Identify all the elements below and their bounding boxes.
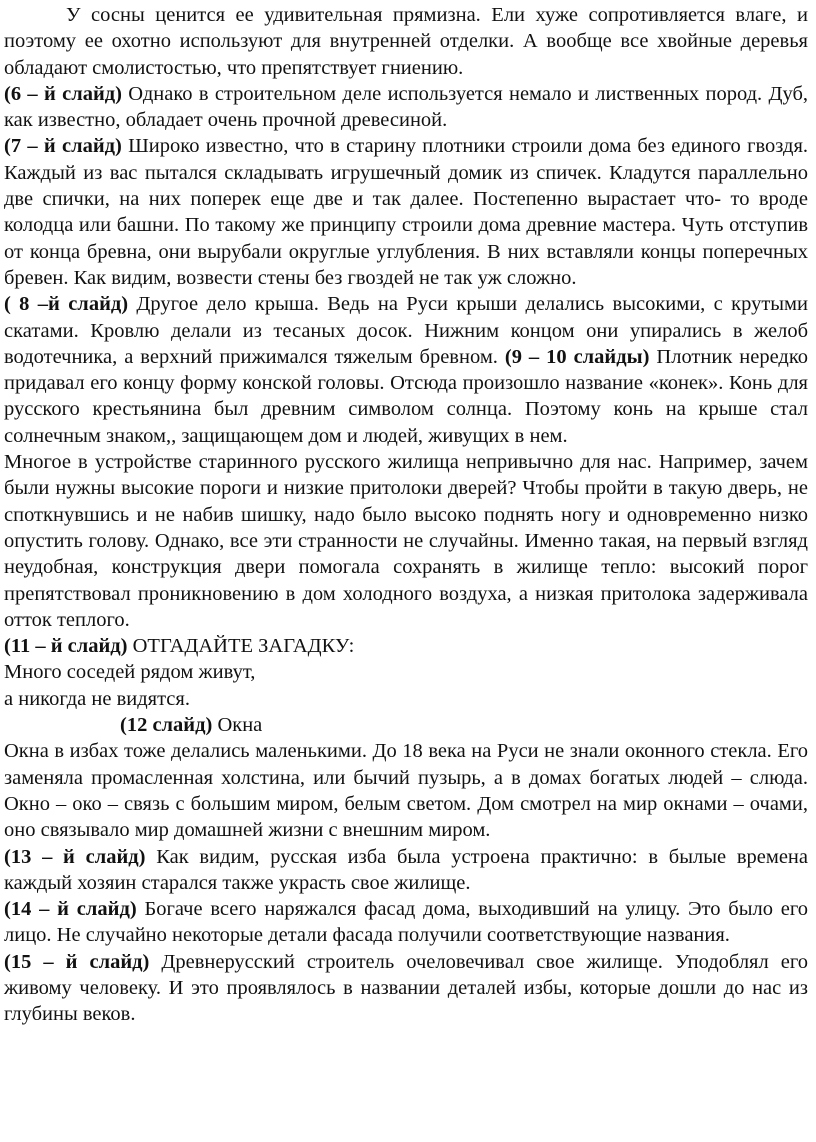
paragraph-slide-12 xyxy=(4,712,808,738)
paragraph-text: Окна в избах тоже делались маленькими. До 18 века на Руси не знали оконного стекла. Его заменяла промасленная холстина, или бычий пузырь, а в домах богатых людей – слюда. Окно – око – связь с большим миром, белым светом. Дом смотрел на мир окнами – очами, оно связывало мир домашней жизни с внешним миром. xyxy=(4,740,808,842)
paragraph-pine-spruce xyxy=(4,2,808,81)
paragraph-slide-14 xyxy=(4,896,808,949)
riddle-text: а никогда не видятся. xyxy=(4,687,190,710)
slide-label: (12 слайд) xyxy=(120,714,213,737)
slide-label: (9 – 10 слайды) xyxy=(504,345,650,368)
slide-label: (11 – й слайд) xyxy=(4,635,128,658)
paragraph-text: ОТГАДАЙТЕ ЗАГАДКУ: xyxy=(127,635,355,658)
slide-label: ( 8 –й слайд) xyxy=(4,293,129,316)
paragraph-text: Другое дело крыша. Ведь на Руси крыши делались высокими, с крутыми скатами. Кровлю делали из тесаных досок. Нижним концом они упирались в желоб водотечника, а верхний прижимался тяжелым бревном. xyxy=(4,293,808,368)
riddle-line-2 xyxy=(4,686,808,712)
paragraph-text: Окна xyxy=(212,714,263,737)
paragraph-slide-15 xyxy=(4,949,808,1028)
paragraph-text: Древнерусский строитель очеловечивал свое жилище. Уподоблял его живому человеку. И это проявлялось в названии деталей избы, которые дошли до нас из глубины веков. xyxy=(4,950,808,1026)
paragraph-slide-11 xyxy=(4,633,808,659)
paragraph-slide-7 xyxy=(4,133,808,291)
slide-label: (14 – й слайд) xyxy=(4,898,137,921)
paragraph-text: У сосны ценится ее удивительная прямизна. Ели хуже сопротивляется влаге, и поэтому ее охотно используют для внутренней отделки. А вообще все хвойные деревья обладают смолистостью, что препятствует гниению. xyxy=(4,4,808,79)
paragraph-slide-8 xyxy=(4,291,808,449)
paragraph-text: Богаче всего наряжался фасад дома, выходивший на улицу. Это было его лицо. Не случайно некоторые детали фасада получили соответствующие названия. xyxy=(4,898,809,947)
slide-label: (6 – й слайд) xyxy=(4,82,122,105)
paragraph-slide-13 xyxy=(4,844,808,897)
riddle-text: Много соседей рядом живут, xyxy=(4,661,256,684)
slide-label: (15 – й слайд) xyxy=(4,950,150,973)
paragraph-text: Как видим, русская изба была устроена практично: в былые времена каждый хозяин старался также украсть свое жилище. xyxy=(4,845,808,894)
paragraph-text: Плотник нередко придавал его концу форму конской головы. Отсюда произошло название «конек». Конь для русского крестьянина был древним символом солнца. Поэтому конь на крыше стал солнечным знаком,, защищающем дом и людей, живущих в нем. xyxy=(4,345,808,447)
slide-label: (7 – й слайд) xyxy=(4,135,122,158)
paragraph-text: Многое в устройстве старинного русского жилища непривычно для нас. Например, зачем были нужны высокие пороги и низкие притолоки дверей? Чтобы пройти в такую дверь, не споткнувшись и не набив шишку, надо было высоко поднять ногу и одновременно низко опустить голову. Однако, все эти странности не случайны. Именно такая, на первый взгляд неудобная, конструкция двери помогала сохранять в жилище тепло: высокий порог препятствовал проникновению в дом холодного воздуха, а низкая притолока задерживала отток теплого. xyxy=(4,451,808,631)
paragraph-text: Однако в строительном деле используется немало и лиственных пород. Дуб, как известно, обладает очень прочной древесиной. xyxy=(4,82,808,132)
paragraph-doors xyxy=(4,449,808,633)
paragraph-slide-6 xyxy=(4,81,808,134)
paragraph-text: Широко известно, что в старину плотники строили дома без единого гвоздя. Каждый из вас пытался складывать игрушечный домик из спичек. Кладутся параллельно две спички, на них поперек еще две и так далее. Постепенно вырастает что- то вроде колодца или башни. По такому же принципу строили дома древние мастера. Чуть отступив от конца бревна, они вырубали округлые углубления. В них вставляли концы поперечных бревен. Как видим, возвести стены без гвоздей не так уж сложно. xyxy=(4,135,808,289)
slide-label: (13 – й слайд) xyxy=(4,845,146,868)
paragraph-windows xyxy=(4,738,808,843)
riddle-line-1 xyxy=(4,659,808,685)
